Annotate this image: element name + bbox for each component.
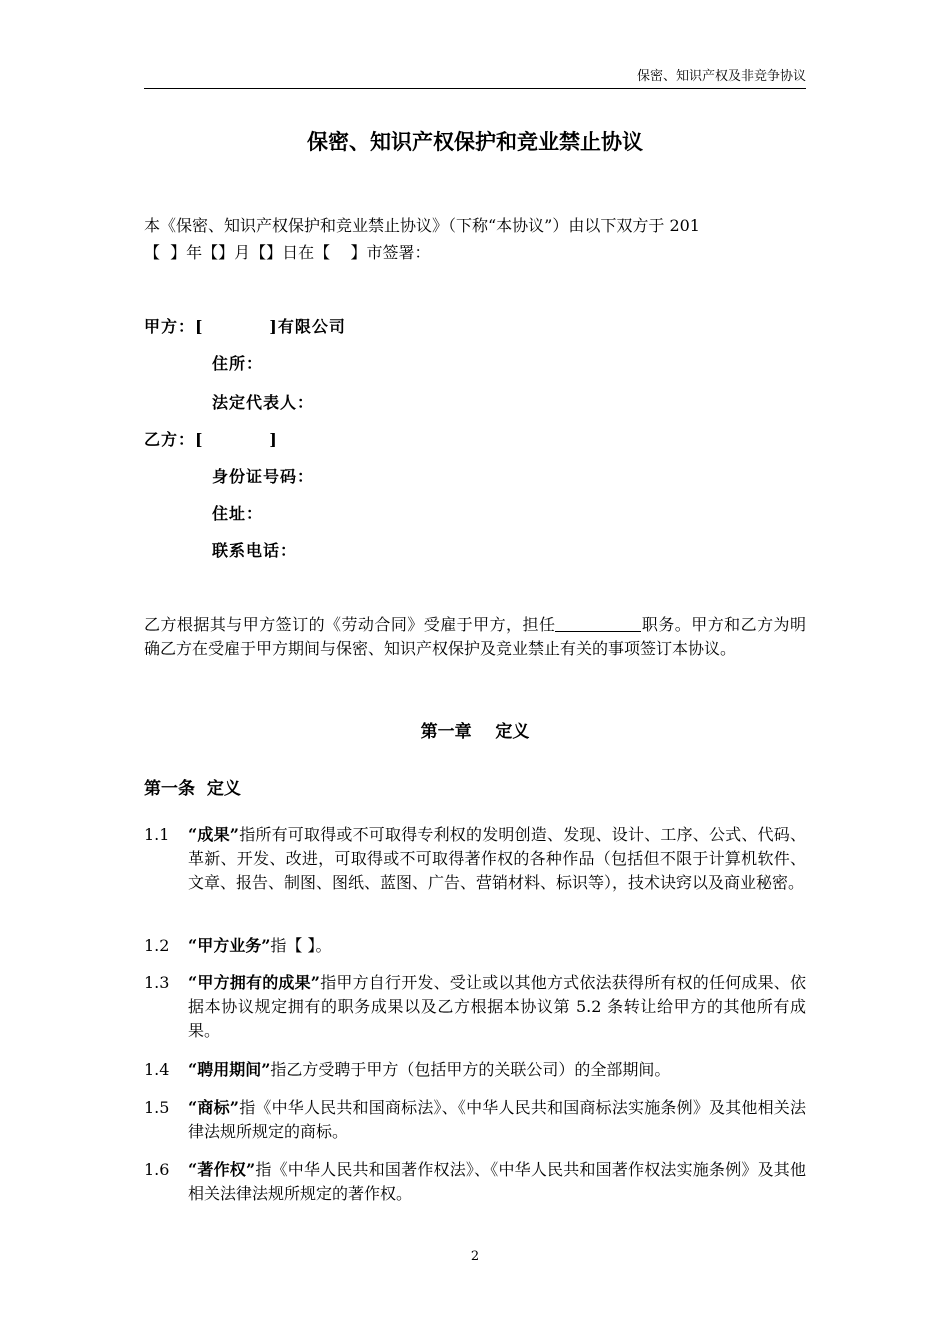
clause-1-5 <box>144 1096 806 1144</box>
party-a-representative: 法定代表人： <box>212 393 315 412</box>
clause-1-2 <box>144 934 806 958</box>
intro-line-1: 本《保密、知识产权保护和竞业禁止协议》（下称“本协议”）由以下双方于 201 <box>144 216 700 235</box>
running-header: 保密、知识产权及非竞争协议 <box>636 69 806 84</box>
clause-term: “甲方拥有的成果” <box>188 973 320 992</box>
party-b: 乙方：[ ] <box>144 430 278 449</box>
clause-term: “甲方业务” <box>188 936 271 955</box>
page-number: 2 <box>470 1249 480 1264</box>
clause-number: 1.3 <box>144 973 170 992</box>
clause-term: “商标” <box>188 1098 239 1117</box>
intro-line-2: 【 】年【】月【】日在【 】市签署： <box>144 243 431 262</box>
clause-1-3 <box>144 971 806 1043</box>
clause-term: “著作权” <box>188 1160 256 1179</box>
clause-1-6 <box>144 1158 806 1206</box>
clause-1-4 <box>144 1058 806 1082</box>
employment-text-before: 乙方根据其与甲方签订的《劳动合同》受雇于甲方，担任 <box>144 615 556 634</box>
clause-number: 1.2 <box>144 936 170 955</box>
employment-paragraph <box>144 613 806 661</box>
clause-term: “成果” <box>188 825 240 844</box>
party-b-id-number: 身份证号码： <box>212 467 315 486</box>
header-rule <box>144 88 806 89</box>
chapter-heading: 第一章 定义 <box>420 722 530 742</box>
clause-number: 1.1 <box>144 825 170 844</box>
clause-text: 指所有可取得或不可取得专利权的发明创造、发现、设计、工序、公式、代码、革新、开发、改进，可取得或不可取得著作权的各种作品（包括但不限于计算机软件、文章、报告、制图、图纸、蓝图、广告、营销材料、标识等），技术诀窍以及商业秘密。 <box>188 825 806 892</box>
clause-text: 指《中华人民共和国商标法》、《中华人民共和国商标法实施条例》及其他相关法律法规所规定的商标。 <box>188 1098 806 1141</box>
employment-text-after: 职务。甲方和乙方为明确乙方在受雇于甲方期间与保密、知识产权保护及竞业禁止有关的事项签订本协议。 <box>144 615 806 658</box>
article-heading: 第一条 定义 <box>144 779 241 799</box>
clause-number: 1.6 <box>144 1160 170 1179</box>
clause-text: 指《中华人民共和国著作权法》、《中华人民共和国著作权法实施条例》及其他相关法律法规所规定的著作权。 <box>188 1160 806 1203</box>
clause-number: 1.4 <box>144 1060 170 1079</box>
position-blank <box>555 615 641 632</box>
clause-1-1 <box>144 823 806 895</box>
clause-text: 指乙方受聘于甲方（包括甲方的关联公司）的全部期间。 <box>270 1060 671 1079</box>
party-b-address: 住址： <box>212 504 264 523</box>
clause-text: 指【 】。 <box>270 936 332 955</box>
clause-term: “聘用期间” <box>188 1060 271 1079</box>
clause-number: 1.5 <box>144 1098 170 1117</box>
party-a: 甲方：[ ]有限公司 <box>144 317 346 336</box>
clause-text: 指甲方自行开发、受让或以其他方式依法获得所有权的任何成果、依据本协议规定拥有的职务成果以及乙方根据本协议第 5.2 条转让给甲方的其他所有成果。 <box>188 973 806 1040</box>
party-a-address: 住所： <box>212 354 264 373</box>
party-b-phone: 联系电话： <box>212 541 298 560</box>
document-title: 保密、知识产权保护和竞业禁止协议 <box>307 129 643 154</box>
